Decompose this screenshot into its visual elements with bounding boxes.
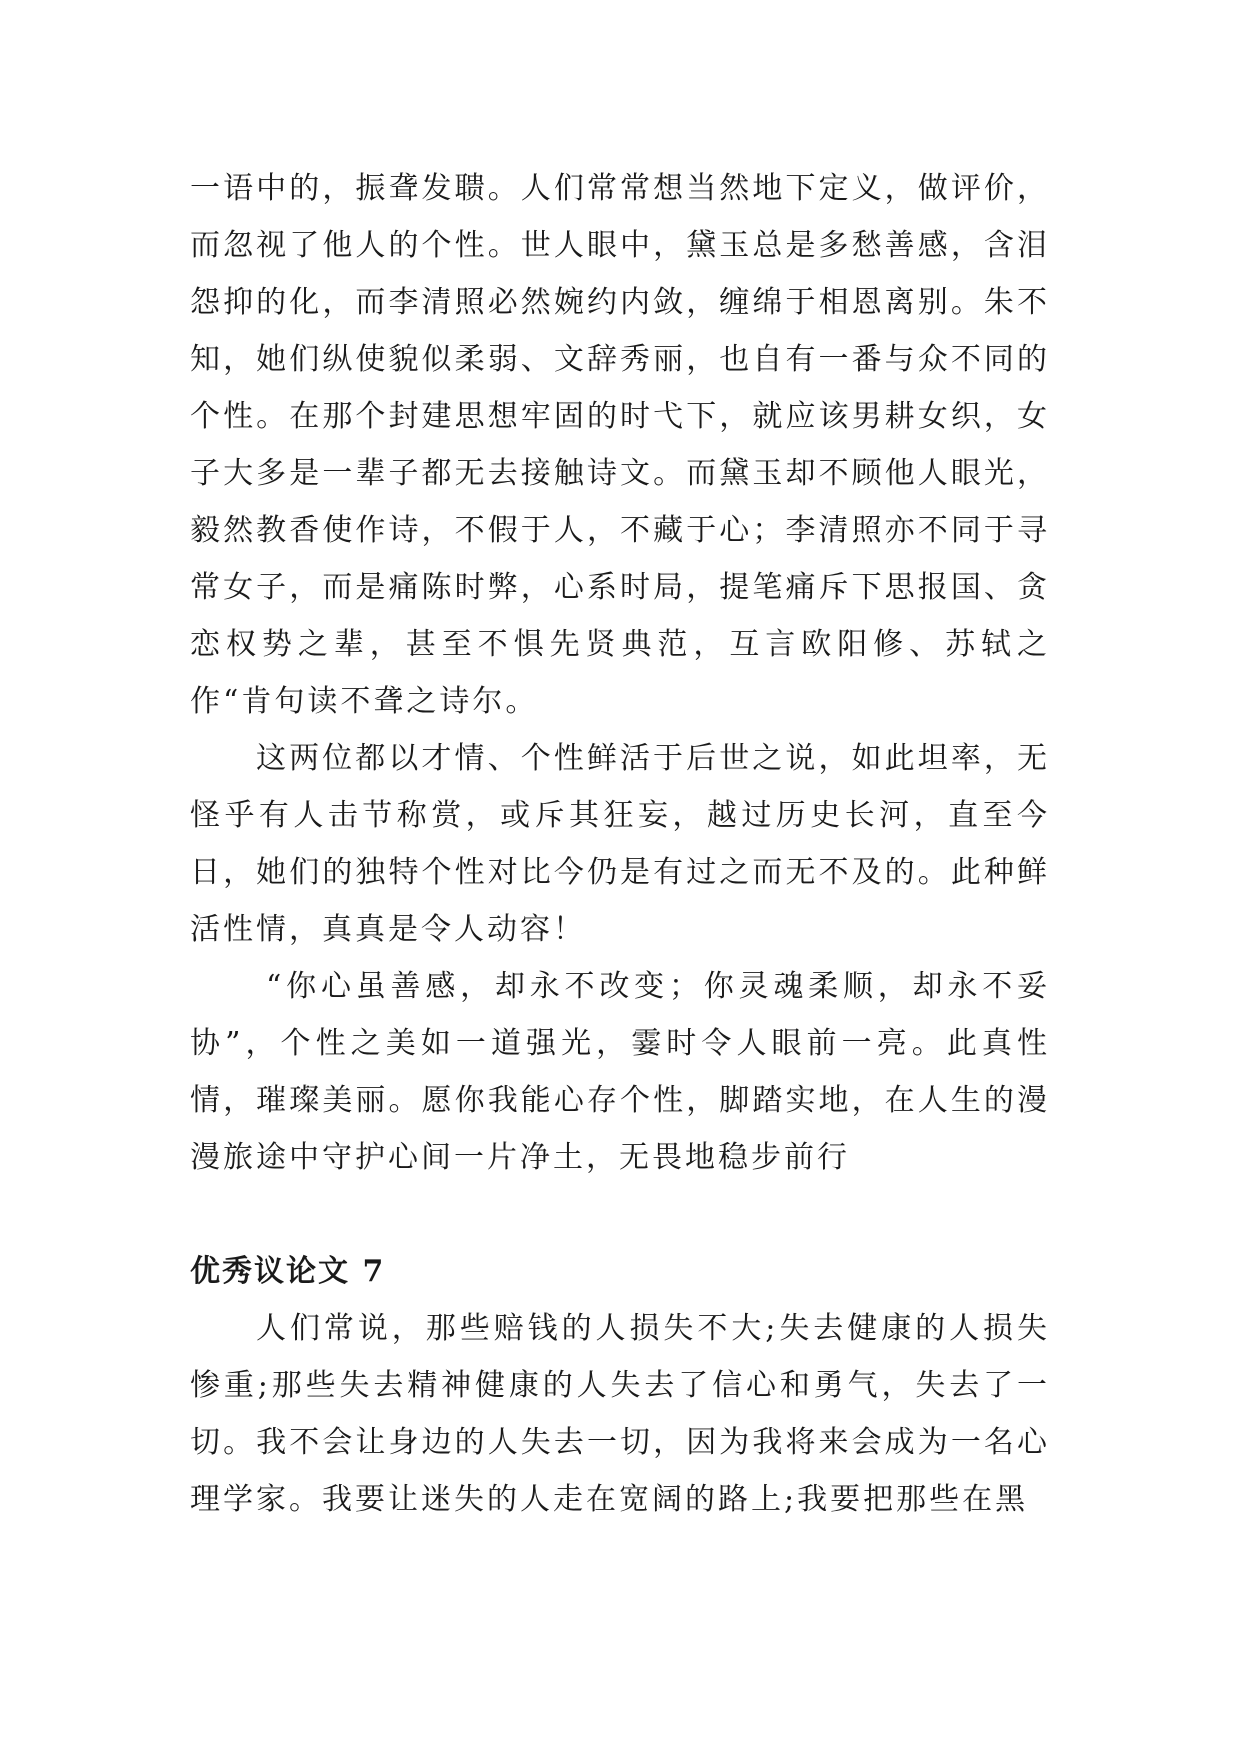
paragraph-2: 这两位都以才情、个性鲜活于后世之说，如此坦率，无怪乎有人击节称赏，或斥其狂妄，越过历史长河，直至今日，她们的独特个性对比今仍是有过之而无不及的。此种鲜活性情，真真是令人动容！ [190, 741, 1050, 947]
paragraph-1: 一语中的，振聋发聩。人们常常想当然地下定义，做评价，而忽视了他人的个性。世人眼中，黛玉总是多愁善感，含泪怨抑的化，而李清照必然婉约内敛，缠绵于相恩离别。朱不知，她们纵使貌似柔弱、文辞秀丽，也自有一番与众不同的个性。在那个封建思想牢固的时弋下，就应该男耕女织，女子大多是一辈子都无去接触诗文。而黛玉却不顾他人眼光，毅然教香使作诗，不假于人，不藏于心；李清照亦不同于寻常女子，而是痛陈时弊，心系时局，提笔痛斥下思报国、贪恋权势之辈，甚至不惧先贤典范，互言欧阳修、苏轼之作“肯句读不聋之诗尔。 [190, 171, 1050, 719]
paragraph-3: “你心虽善感，却永不改变；你灵魂柔顺，却永不妥协”，个性之美如一道强光，霎时令人眼前一亮。此真性情，璀璨美丽。愿你我能心存个性，脚踏实地，在人生的漫漫旅途中守护心间一片净土，无畏地稳步前行 [190, 969, 1050, 1175]
section-title: 优秀议论文 7 [190, 1254, 386, 1289]
document-page [190, 160, 1050, 1528]
section-paragraph: 人们常说，那些赔钱的人损失不大;失去健康的人损失惨重;那些失去精神健康的人失去了信心和勇气，失去了一切。我不会让身边的人失去一切，因为我将来会成为一名心理学家。我要让迷失的人走在宽阔的路上;我要把那些在黑 [190, 1311, 1050, 1517]
